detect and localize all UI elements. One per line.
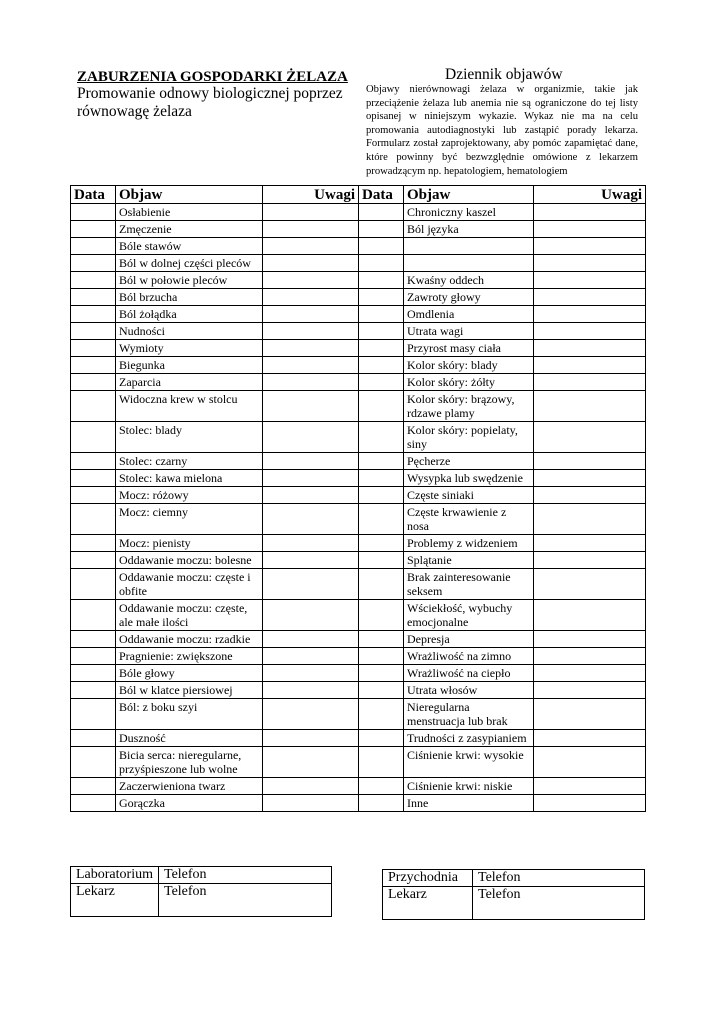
- symptom-cell-right: Omdlenia: [404, 306, 534, 323]
- notes-cell-left[interactable]: [263, 648, 359, 665]
- symptom-cell-left: Wymioty: [116, 340, 263, 357]
- notes-cell-right[interactable]: [534, 470, 646, 487]
- notes-cell-left[interactable]: [263, 795, 359, 812]
- table-row: [71, 323, 646, 340]
- contact-label: Przychodnia: [383, 870, 473, 887]
- date-cell-left[interactable]: [71, 730, 116, 747]
- notes-cell-left[interactable]: [263, 699, 359, 730]
- notes-cell-left[interactable]: [263, 238, 359, 255]
- contact-label: Lekarz: [383, 887, 473, 920]
- symptom-cell-left: Stolec: blady: [116, 422, 263, 453]
- symptom-cell-left: Osłabienie: [116, 204, 263, 221]
- symptom-cell-right: Kolor skóry: brązowy, rdzawe plamy: [404, 391, 534, 422]
- notes-cell-left[interactable]: [263, 535, 359, 552]
- date-cell-left[interactable]: [71, 648, 116, 665]
- table-row: [71, 422, 646, 453]
- table-row: [71, 535, 646, 552]
- symptom-cell-right: Pęcherze: [404, 453, 534, 470]
- date-cell-right[interactable]: [359, 340, 404, 357]
- symptom-cell-right: Inne: [404, 795, 534, 812]
- contact-row: [383, 870, 645, 887]
- date-cell-right[interactable]: [359, 470, 404, 487]
- date-cell-right[interactable]: [359, 289, 404, 306]
- notes-cell-left[interactable]: [263, 631, 359, 648]
- date-cell-left[interactable]: [71, 569, 116, 600]
- notes-cell-right[interactable]: [534, 487, 646, 504]
- table-row: [71, 453, 646, 470]
- symptom-cell-left: Ból: z boku szyi: [116, 699, 263, 730]
- table-row: [71, 221, 646, 238]
- date-cell-left[interactable]: [71, 374, 116, 391]
- symptom-cell-right: Nieregularna menstruacja lub brak: [404, 699, 534, 730]
- symptom-cell-left: Mocz: pienisty: [116, 535, 263, 552]
- notes-cell-left[interactable]: [263, 504, 359, 535]
- notes-cell-left[interactable]: [263, 340, 359, 357]
- notes-cell-right[interactable]: [534, 631, 646, 648]
- date-cell-left[interactable]: [71, 306, 116, 323]
- date-cell-left[interactable]: [71, 289, 116, 306]
- date-cell-right[interactable]: [359, 795, 404, 812]
- table-row: [71, 665, 646, 682]
- symptom-cell-left: Widoczna krew w stolcu: [116, 391, 263, 422]
- symptom-cell-left: Nudności: [116, 323, 263, 340]
- notes-cell-right[interactable]: [534, 600, 646, 631]
- date-cell-left[interactable]: [71, 795, 116, 812]
- table-row: [71, 648, 646, 665]
- symptom-log-table: [70, 185, 646, 812]
- symptom-cell-right: Częste siniaki: [404, 487, 534, 504]
- date-cell-left[interactable]: [71, 422, 116, 453]
- notes-cell-right[interactable]: [534, 682, 646, 699]
- date-cell-left[interactable]: [71, 204, 116, 221]
- date-cell-right[interactable]: [359, 504, 404, 535]
- date-cell-right[interactable]: [359, 665, 404, 682]
- contact-phone-field[interactable]: Telefon: [473, 870, 645, 887]
- table-row: [71, 470, 646, 487]
- notes-cell-right[interactable]: [534, 795, 646, 812]
- symptom-cell-right: Brak zainteresowanie seksem: [404, 569, 534, 600]
- table-row: [71, 255, 646, 272]
- notes-cell-left[interactable]: [263, 221, 359, 238]
- symptom-cell-right: Kolor skóry: blady: [404, 357, 534, 374]
- date-cell-left[interactable]: [71, 357, 116, 374]
- symptom-cell-right: Ciśnienie krwi: wysokie: [404, 747, 534, 778]
- symptom-cell-right: Utrata wagi: [404, 323, 534, 340]
- symptom-cell-left: Ból brzucha: [116, 289, 263, 306]
- contact-phone-field[interactable]: Telefon: [473, 887, 645, 920]
- symptom-cell-left: Duszność: [116, 730, 263, 747]
- date-cell-right[interactable]: [359, 323, 404, 340]
- symptom-cell-left: Ból w dolnej części pleców: [116, 255, 263, 272]
- symptom-cell-right: Chroniczny kaszel: [404, 204, 534, 221]
- notes-cell-left[interactable]: [263, 374, 359, 391]
- table-row: [71, 795, 646, 812]
- date-cell-left[interactable]: [71, 272, 116, 289]
- symptom-cell-left: Stolec: kawa mielona: [116, 470, 263, 487]
- notes-cell-left[interactable]: [263, 487, 359, 504]
- notes-cell-left[interactable]: [263, 391, 359, 422]
- symptom-cell-right: Wrażliwość na zimno: [404, 648, 534, 665]
- symptom-cell-left: Zaczerwieniona twarz: [116, 778, 263, 795]
- contact-row: [71, 884, 332, 917]
- table-row: [71, 340, 646, 357]
- contact-phone-field[interactable]: Telefon: [159, 867, 332, 884]
- notes-cell-left[interactable]: [263, 289, 359, 306]
- symptom-cell-left: Ból żołądka: [116, 306, 263, 323]
- symptom-cell-right: Przyrost masy ciała: [404, 340, 534, 357]
- symptom-cell-left: Stolec: czarny: [116, 453, 263, 470]
- notes-cell-right[interactable]: [534, 453, 646, 470]
- header-notes-right: Uwagi: [534, 186, 646, 204]
- date-cell-right[interactable]: [359, 747, 404, 778]
- symptom-cell-left: Biegunka: [116, 357, 263, 374]
- date-cell-left[interactable]: [71, 682, 116, 699]
- contact-box-clinic: [382, 869, 645, 920]
- table-row: [71, 730, 646, 747]
- date-cell-right[interactable]: [359, 682, 404, 699]
- table-row: [71, 391, 646, 422]
- notes-cell-left[interactable]: [263, 665, 359, 682]
- symptom-cell-left: Bóle stawów: [116, 238, 263, 255]
- notes-cell-left[interactable]: [263, 778, 359, 795]
- date-cell-left[interactable]: [71, 631, 116, 648]
- symptom-cell-right: Kwaśny oddech: [404, 272, 534, 289]
- symptom-cell-right: Ciśnienie krwi: niskie: [404, 778, 534, 795]
- contact-phone-field[interactable]: Telefon: [159, 884, 332, 917]
- notes-cell-right[interactable]: [534, 422, 646, 453]
- symptom-cell-right: Kolor skóry: żółty: [404, 374, 534, 391]
- date-cell-left[interactable]: [71, 552, 116, 569]
- date-cell-left[interactable]: [71, 778, 116, 795]
- notes-cell-right[interactable]: [534, 552, 646, 569]
- table-row: [71, 747, 646, 778]
- notes-cell-right[interactable]: [534, 374, 646, 391]
- date-cell-left[interactable]: [71, 470, 116, 487]
- table-row: [71, 600, 646, 631]
- contact-row: [71, 867, 332, 884]
- symptom-cell-left: Ból w klatce piersiowej: [116, 682, 263, 699]
- symptom-cell-right: Wrażliwość na ciepło: [404, 665, 534, 682]
- table-row: [71, 357, 646, 374]
- notes-cell-left[interactable]: [263, 255, 359, 272]
- date-cell-right[interactable]: [359, 221, 404, 238]
- notes-cell-right[interactable]: [534, 204, 646, 221]
- notes-cell-left[interactable]: [263, 453, 359, 470]
- notes-cell-right[interactable]: [534, 255, 646, 272]
- table-row: [71, 699, 646, 730]
- notes-cell-right[interactable]: [534, 340, 646, 357]
- notes-cell-right[interactable]: [534, 504, 646, 535]
- symptom-cell-left: Oddawanie moczu: bolesne: [116, 552, 263, 569]
- notes-cell-right[interactable]: [534, 221, 646, 238]
- notes-cell-left[interactable]: [263, 272, 359, 289]
- notes-cell-right[interactable]: [534, 289, 646, 306]
- header-date-right: Data: [359, 186, 404, 204]
- date-cell-right[interactable]: [359, 730, 404, 747]
- symptom-cell-right: Zawroty głowy: [404, 289, 534, 306]
- table-row: [71, 306, 646, 323]
- notes-cell-right[interactable]: [534, 357, 646, 374]
- table-row: [71, 682, 646, 699]
- symptom-cell-left: Bicia serca: nieregularne, przyśpieszone lub wolne: [116, 747, 263, 778]
- symptom-cell-right: Wysypka lub swędzenie: [404, 470, 534, 487]
- notes-cell-right[interactable]: [534, 535, 646, 552]
- date-cell-left[interactable]: [71, 323, 116, 340]
- symptom-cell-left: Mocz: ciemny: [116, 504, 263, 535]
- symptom-cell-right: Problemy z widzeniem: [404, 535, 534, 552]
- notes-cell-right[interactable]: [534, 306, 646, 323]
- notes-cell-right[interactable]: [534, 730, 646, 747]
- date-cell-left[interactable]: [71, 504, 116, 535]
- notes-cell-right[interactable]: [534, 648, 646, 665]
- table-row: [71, 631, 646, 648]
- notes-cell-left[interactable]: [263, 747, 359, 778]
- symptom-cell-left: Gorączka: [116, 795, 263, 812]
- table-row: [71, 272, 646, 289]
- document-title: ZABURZENIA GOSPODARKI ŻELAZA: [77, 69, 348, 85]
- date-cell-right[interactable]: [359, 569, 404, 600]
- contact-label: Laboratorium: [71, 867, 159, 884]
- date-cell-right[interactable]: [359, 535, 404, 552]
- date-cell-right[interactable]: [359, 306, 404, 323]
- date-cell-left[interactable]: [71, 747, 116, 778]
- date-cell-right[interactable]: [359, 357, 404, 374]
- notes-cell-right[interactable]: [534, 272, 646, 289]
- notes-cell-left[interactable]: [263, 569, 359, 600]
- table-row: [71, 552, 646, 569]
- symptom-cell-left: Zaparcia: [116, 374, 263, 391]
- notes-cell-left[interactable]: [263, 470, 359, 487]
- notes-cell-left[interactable]: [263, 682, 359, 699]
- symptom-cell-right: [404, 238, 534, 255]
- notes-cell-right[interactable]: [534, 238, 646, 255]
- date-cell-left[interactable]: [71, 255, 116, 272]
- symptom-cell-right: Kolor skóry: popielaty, siny: [404, 422, 534, 453]
- symptom-cell-left: Pragnienie: zwiększone: [116, 648, 263, 665]
- disclaimer-text: Objawy nierównowagi żelaza w organizmie, takie jak przeciążenie żelaza lub anemia nie są ograniczone do tej listy opisanej w niniejszym wykazie. Wykaz nie ma na celu promowania autodiagnostyki lub zastąpić porady lekarza. Formularz został zaprojektowany, aby pomóc zapamiętać dane, które powinny być bezwzględnie omówione z lekarzem prowadzącym np. hepatologiem, hematologiem: [366, 84, 638, 177]
- notes-cell-left[interactable]: [263, 422, 359, 453]
- header-notes-left: Uwagi: [263, 186, 359, 204]
- date-cell-right[interactable]: [359, 272, 404, 289]
- symptom-cell-right: Trudności z zasypianiem: [404, 730, 534, 747]
- date-cell-left[interactable]: [71, 699, 116, 730]
- table-row: [71, 504, 646, 535]
- notes-cell-right[interactable]: [534, 665, 646, 682]
- document-subtitle: Promowanie odnowy biologicznej poprzez równowagę żelaza: [77, 85, 343, 120]
- notes-cell-left[interactable]: [263, 204, 359, 221]
- notes-cell-right[interactable]: [534, 391, 646, 422]
- date-cell-right[interactable]: [359, 374, 404, 391]
- notes-cell-right[interactable]: [534, 699, 646, 730]
- table-row: [71, 487, 646, 504]
- contact-row: [383, 887, 645, 920]
- notes-cell-right[interactable]: [534, 747, 646, 778]
- table-row: [71, 569, 646, 600]
- date-cell-right[interactable]: [359, 255, 404, 272]
- date-cell-right[interactable]: [359, 487, 404, 504]
- notes-cell-left[interactable]: [263, 552, 359, 569]
- date-cell-left[interactable]: [71, 453, 116, 470]
- notes-cell-right[interactable]: [534, 778, 646, 795]
- symptom-cell-left: Bóle głowy: [116, 665, 263, 682]
- date-cell-left[interactable]: [71, 221, 116, 238]
- symptom-cell-left: Oddawanie moczu: częste i obfite: [116, 569, 263, 600]
- header-symptom-left: Objaw: [116, 186, 263, 204]
- notes-cell-right[interactable]: [534, 323, 646, 340]
- date-cell-right[interactable]: [359, 204, 404, 221]
- date-cell-right[interactable]: [359, 699, 404, 730]
- date-cell-right[interactable]: [359, 453, 404, 470]
- notes-cell-left[interactable]: [263, 306, 359, 323]
- symptom-cell-left: Oddawanie moczu: rzadkie: [116, 631, 263, 648]
- symptom-cell-right: [404, 255, 534, 272]
- date-cell-left[interactable]: [71, 340, 116, 357]
- notes-cell-right[interactable]: [534, 569, 646, 600]
- table-row: [71, 374, 646, 391]
- contact-label: Lekarz: [71, 884, 159, 917]
- table-row: [71, 778, 646, 795]
- symptom-cell-left: Zmęczenie: [116, 221, 263, 238]
- diary-title: Dziennik objawów: [445, 66, 563, 83]
- date-cell-left[interactable]: [71, 600, 116, 631]
- symptom-cell-left: Mocz: różowy: [116, 487, 263, 504]
- date-cell-right[interactable]: [359, 631, 404, 648]
- notes-cell-left[interactable]: [263, 600, 359, 631]
- date-cell-right[interactable]: [359, 391, 404, 422]
- symptom-cell-right: Utrata włosów: [404, 682, 534, 699]
- date-cell-right[interactable]: [359, 552, 404, 569]
- symptom-cell-right: Depresja: [404, 631, 534, 648]
- date-cell-left[interactable]: [71, 665, 116, 682]
- notes-cell-left[interactable]: [263, 323, 359, 340]
- symptom-cell-left: Ból w połowie pleców: [116, 272, 263, 289]
- date-cell-right[interactable]: [359, 600, 404, 631]
- notes-cell-left[interactable]: [263, 730, 359, 747]
- symptom-cell-left: Oddawanie moczu: częste, ale małe ilości: [116, 600, 263, 631]
- date-cell-right[interactable]: [359, 422, 404, 453]
- header-symptom-right: Objaw: [404, 186, 534, 204]
- date-cell-left[interactable]: [71, 238, 116, 255]
- table-row: [71, 289, 646, 306]
- table-header-row: [71, 186, 646, 204]
- symptom-cell-right: Ból języka: [404, 221, 534, 238]
- table-row: [71, 238, 646, 255]
- symptom-cell-right: Częste krwawienie z nosa: [404, 504, 534, 535]
- header-date-left: Data: [71, 186, 116, 204]
- date-cell-right[interactable]: [359, 648, 404, 665]
- symptom-cell-right: Splątanie: [404, 552, 534, 569]
- table-row: [71, 204, 646, 221]
- date-cell-left[interactable]: [71, 535, 116, 552]
- symptom-cell-right: Wściekłość, wybuchy emocjonalne: [404, 600, 534, 631]
- date-cell-right[interactable]: [359, 238, 404, 255]
- date-cell-right[interactable]: [359, 778, 404, 795]
- date-cell-left[interactable]: [71, 487, 116, 504]
- date-cell-left[interactable]: [71, 391, 116, 422]
- notes-cell-left[interactable]: [263, 357, 359, 374]
- contact-box-laboratory: [70, 866, 332, 917]
